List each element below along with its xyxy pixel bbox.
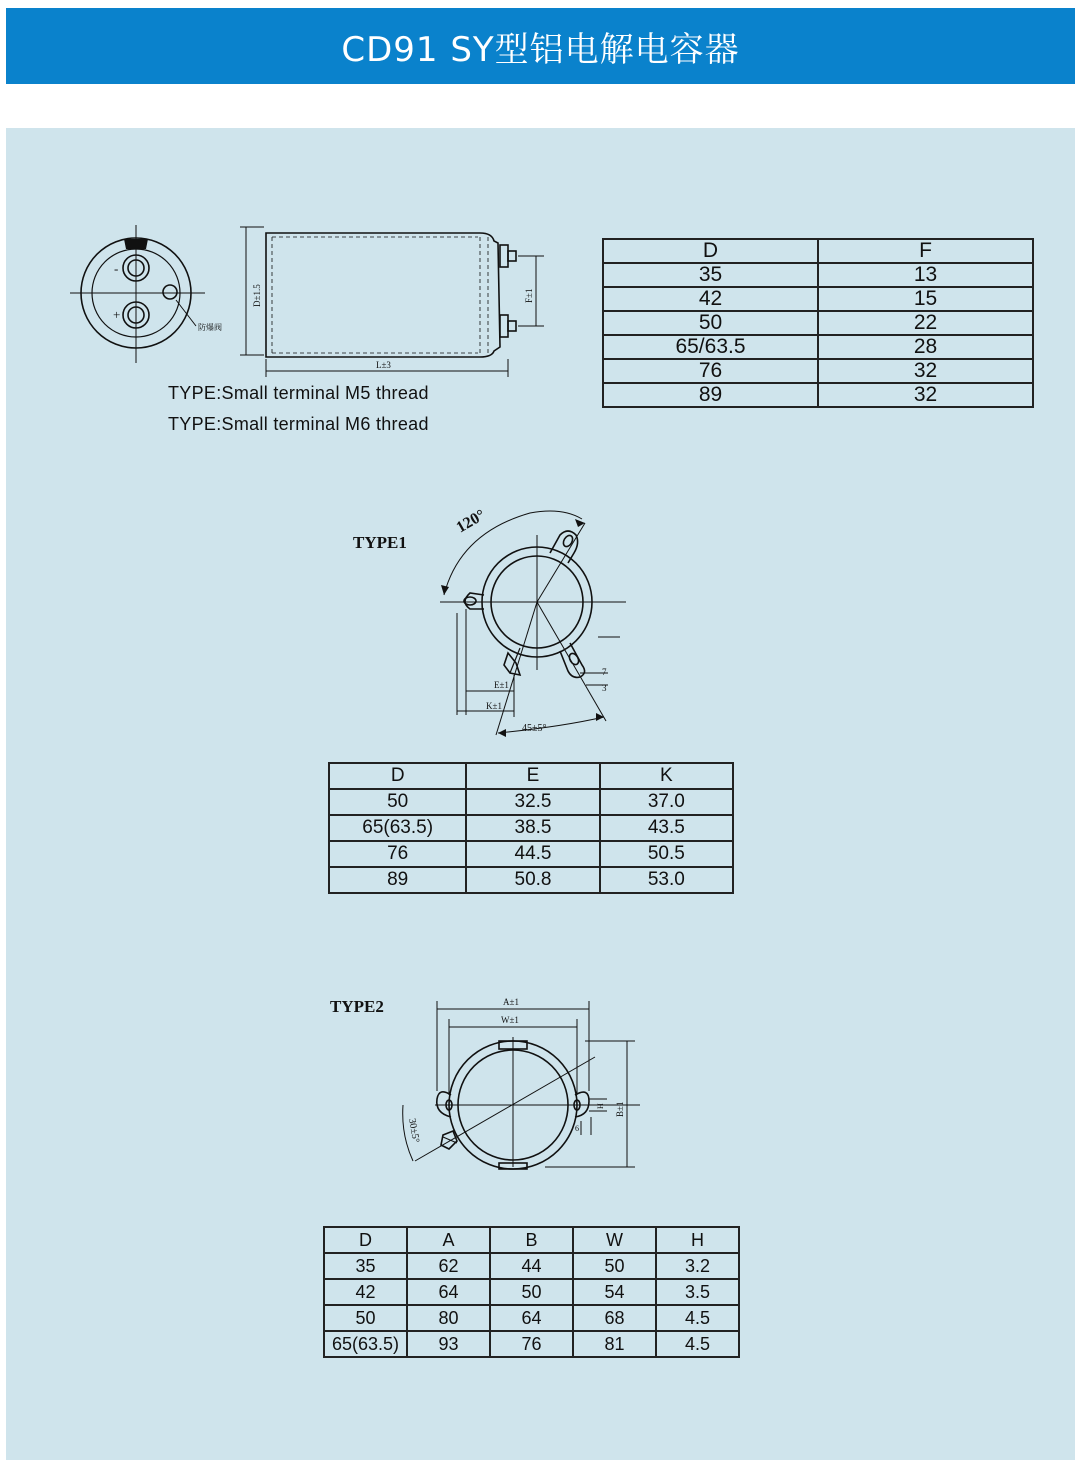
table-cell: 32: [818, 383, 1033, 407]
column-header: B: [490, 1227, 573, 1253]
table-cell: 89: [603, 383, 818, 407]
table-cell: 62: [407, 1253, 490, 1279]
table-row: [324, 1331, 739, 1357]
type1-label: TYPE1: [353, 533, 407, 552]
column-header: W: [573, 1227, 656, 1253]
header-row: [603, 239, 1033, 263]
table-row: [603, 335, 1033, 359]
d-e-k-table: [328, 762, 734, 894]
column-header: F: [818, 239, 1033, 263]
column-header: H: [656, 1227, 739, 1253]
f-dimension-label: F±1: [524, 288, 534, 303]
d-dimension-label: D±1.5: [252, 284, 262, 307]
plus-mark: +: [113, 307, 121, 322]
table-cell: 42: [603, 287, 818, 311]
table-cell: 50: [490, 1279, 573, 1305]
l-dimension-label: L±3: [376, 360, 391, 370]
side-view: [240, 227, 544, 377]
b-dimension-label: B±1: [615, 1101, 625, 1117]
table-row: [329, 867, 733, 893]
table-cell: 44: [490, 1253, 573, 1279]
column-header: D: [603, 239, 818, 263]
table-row: [324, 1253, 739, 1279]
table-cell: 81: [573, 1331, 656, 1357]
dim-7-label: 7: [602, 667, 607, 677]
d-f-table: [602, 238, 1034, 408]
table-cell: 64: [490, 1305, 573, 1331]
table-row: [329, 815, 733, 841]
dim-6-label: 6: [575, 1124, 579, 1133]
table-cell: 80: [407, 1305, 490, 1331]
table-row: [603, 311, 1033, 335]
table-cell: 15: [818, 287, 1033, 311]
table-cell: 50: [603, 311, 818, 335]
angle-45-label: 45±5°: [522, 723, 547, 734]
table-row: [603, 383, 1033, 407]
table-cell: 50: [329, 789, 466, 815]
table-cell: 64: [407, 1279, 490, 1305]
table-cell: 35: [603, 263, 818, 287]
table-cell: 76: [603, 359, 818, 383]
table-row: [329, 789, 733, 815]
table-row: [603, 263, 1033, 287]
table-cell: 42: [324, 1279, 407, 1305]
column-header: D: [329, 763, 466, 789]
table-cell: 22: [818, 311, 1033, 335]
table-row: [603, 359, 1033, 383]
table-row: [324, 1279, 739, 1305]
angle-30-label: 30±5°: [406, 1117, 422, 1144]
a-dimension-label: A±1: [503, 997, 519, 1007]
table-cell: 35: [324, 1253, 407, 1279]
table-cell: 65/63.5: [603, 335, 818, 359]
h-dimension-label: H: [596, 1103, 605, 1109]
table-cell: 32.5: [466, 789, 599, 815]
table-cell: 13: [818, 263, 1033, 287]
table-cell: 3.5: [656, 1279, 739, 1305]
dim-3-label: 3: [602, 683, 607, 693]
table-cell: 3.2: [656, 1253, 739, 1279]
table-cell: 50.8: [466, 867, 599, 893]
table-cell: 4.5: [656, 1331, 739, 1357]
table-row: [329, 841, 733, 867]
header-row: [324, 1227, 739, 1253]
table-cell: 50.5: [600, 841, 733, 867]
column-header: E: [466, 763, 599, 789]
e-dimension-label: E±1: [494, 680, 509, 690]
page-title: CD91 SY型铝电解电容器: [341, 29, 740, 70]
column-header: D: [324, 1227, 407, 1253]
table-row: [603, 287, 1033, 311]
table-cell: 50: [324, 1305, 407, 1331]
table-cell: 28: [818, 335, 1033, 359]
table-cell: 44.5: [466, 841, 599, 867]
table-cell: 65(63.5): [329, 815, 466, 841]
type-m6-text: TYPE:Small terminal M6 thread: [168, 414, 429, 434]
column-header: A: [407, 1227, 490, 1253]
type2-label: TYPE2: [330, 997, 384, 1016]
table-cell: 50: [573, 1253, 656, 1279]
type1-bracket-drawing: [430, 495, 630, 740]
table-cell: 89: [329, 867, 466, 893]
table-cell: 37.0: [600, 789, 733, 815]
type-m5-text: TYPE:Small terminal M5 thread: [168, 383, 429, 403]
vent-label: 防爆阀: [198, 323, 222, 332]
w-dimension-label: W±1: [501, 1015, 519, 1025]
table-cell: 76: [329, 841, 466, 867]
table-cell: 43.5: [600, 815, 733, 841]
column-header: K: [600, 763, 733, 789]
table-cell: 53.0: [600, 867, 733, 893]
angle-120-label: 120°: [453, 506, 489, 537]
type2-bracket-drawing: [395, 995, 645, 1170]
page-header: [6, 8, 1075, 84]
table-cell: 76: [490, 1331, 573, 1357]
d-a-b-w-h-table: [323, 1226, 740, 1358]
table-cell: 68: [573, 1305, 656, 1331]
capacitor-outline-drawing: [60, 215, 560, 385]
polarity-stripe: [124, 239, 148, 249]
k-dimension-label: K±1: [486, 701, 502, 711]
header-row: [329, 763, 733, 789]
table-cell: 65(63.5): [324, 1331, 407, 1357]
table-cell: 4.5: [656, 1305, 739, 1331]
table-cell: 93: [407, 1331, 490, 1357]
minus-mark: -: [114, 261, 119, 276]
table-cell: 32: [818, 359, 1033, 383]
table-cell: 38.5: [466, 815, 599, 841]
table-cell: 54: [573, 1279, 656, 1305]
table-row: [324, 1305, 739, 1331]
